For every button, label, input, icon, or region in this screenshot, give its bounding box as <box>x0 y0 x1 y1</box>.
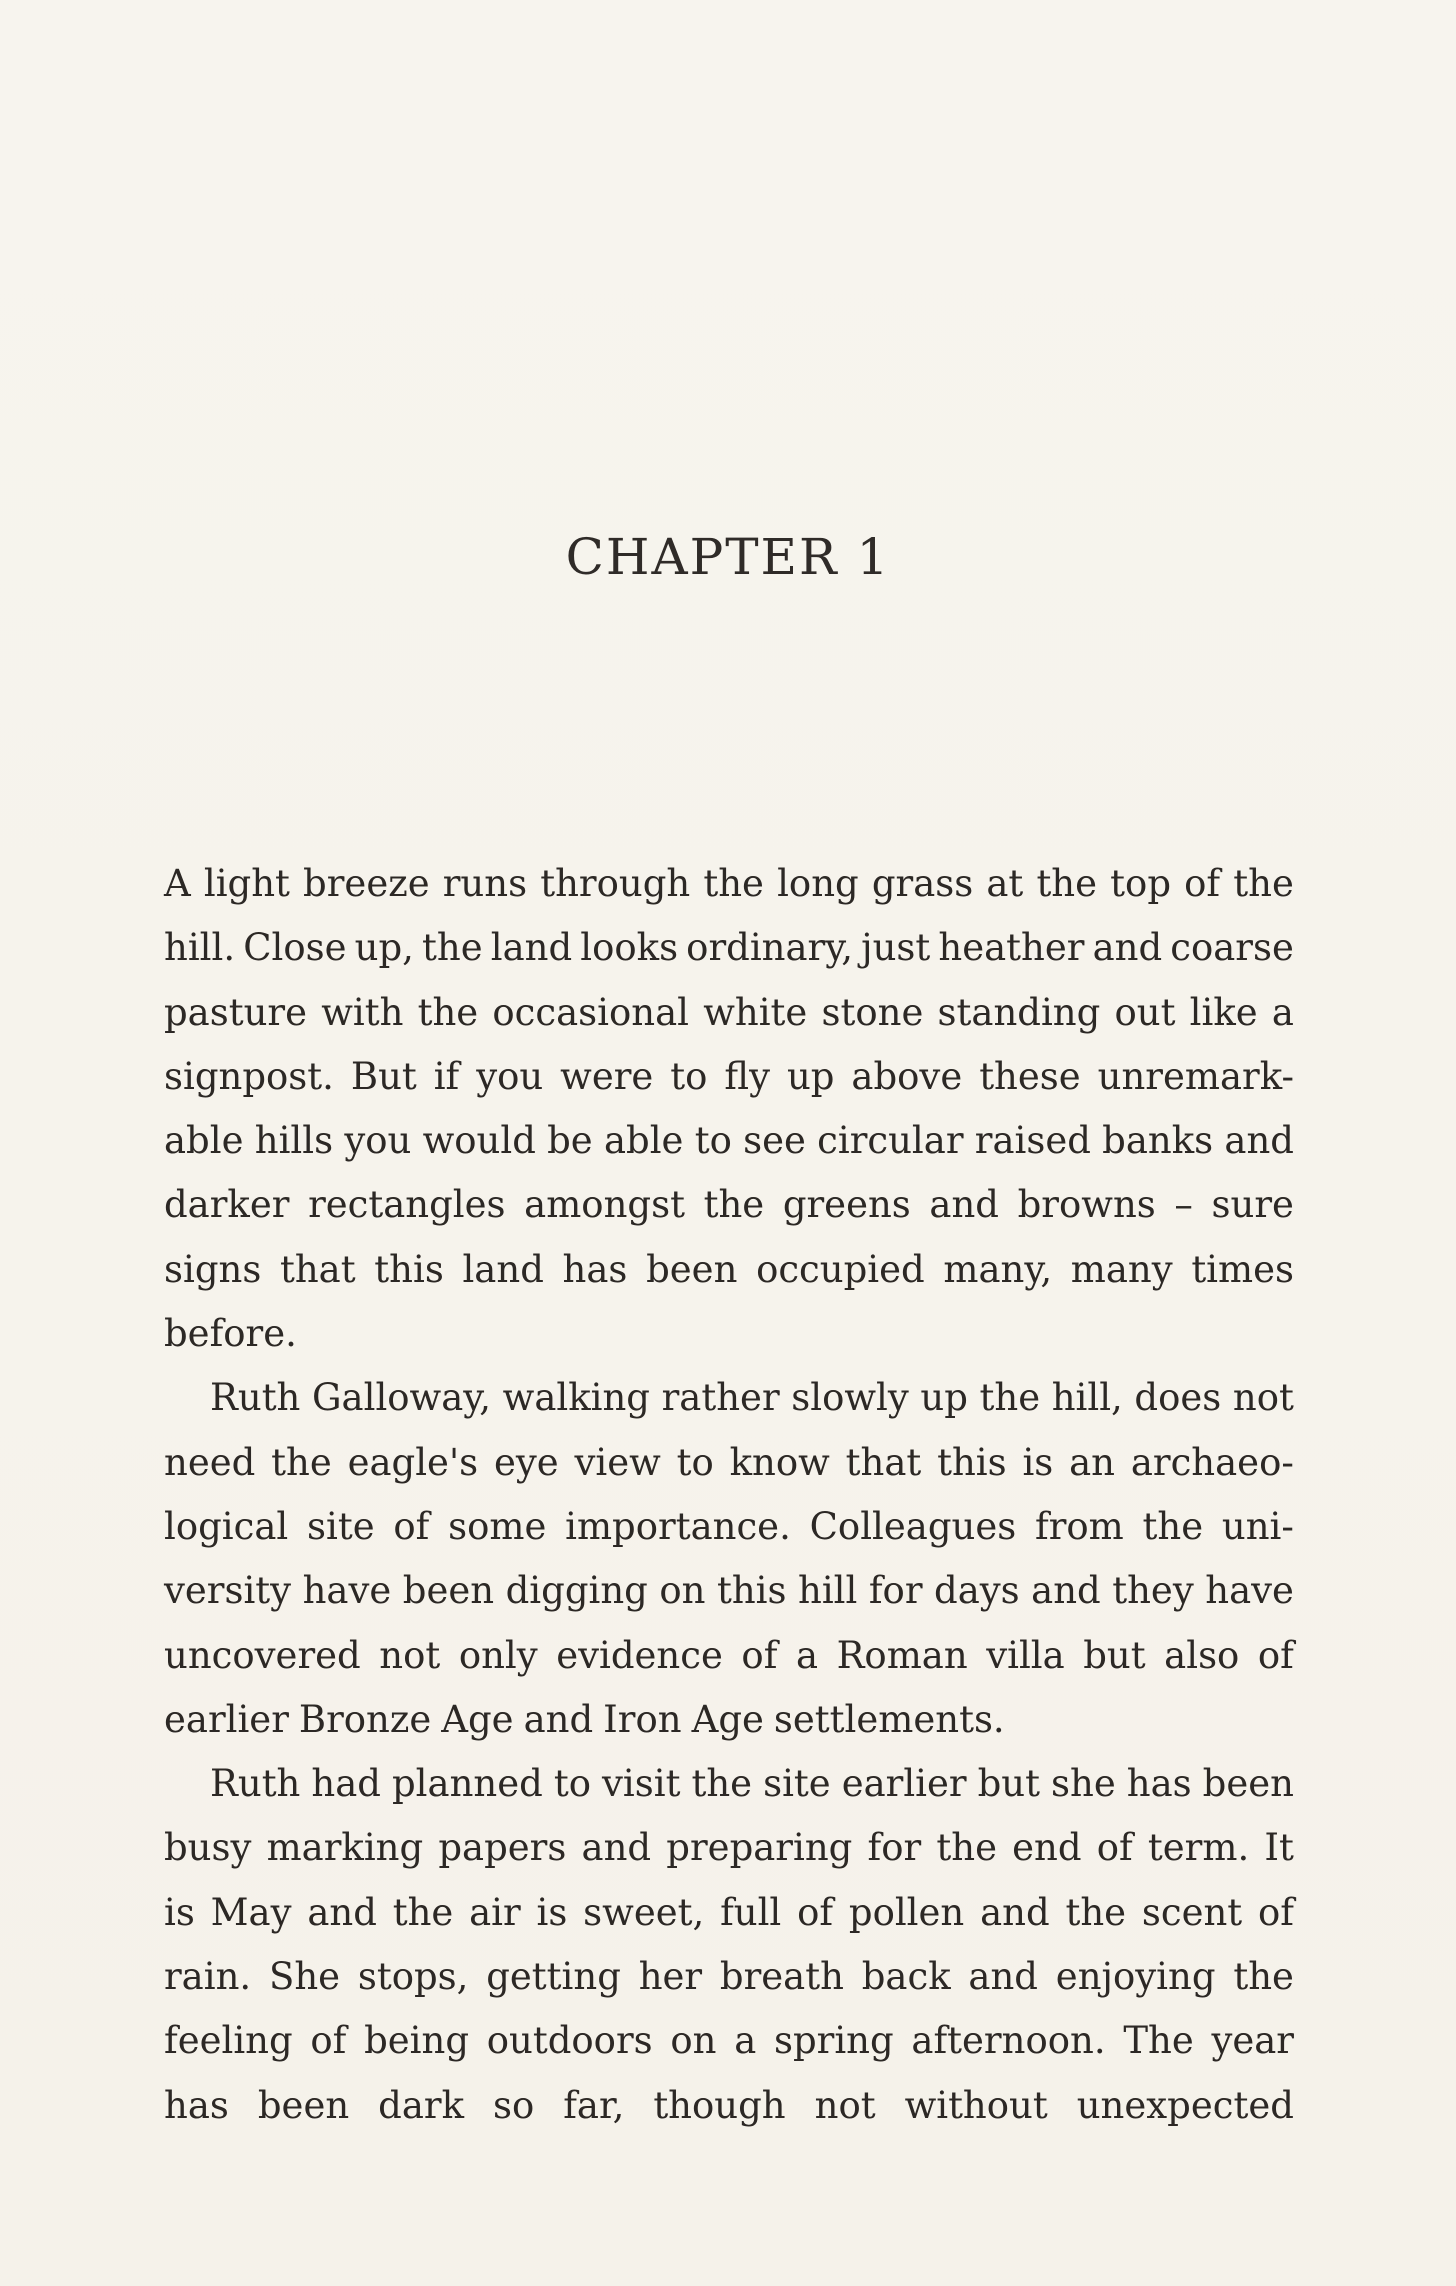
text-line: signpost. But if you were to fly up above these unremark- <box>164 1054 1294 1098</box>
text-line: logical site of some importance. Colleagues from the uni- <box>164 1504 1294 1548</box>
chapter-body-text <box>164 852 1294 2138</box>
text-line: Ruth had planned to visit the site earlier but she has been <box>210 1762 1294 1806</box>
text-line: able hills you would be able to see circular raised banks and <box>164 1119 1294 1163</box>
text-line: hill. Close up, the land looks ordinary, just heather and coarse <box>164 926 1294 970</box>
text-line: rain. She stops, getting her breath back and enjoying the <box>164 1955 1294 1999</box>
chapter-title: CHAPTER 1 <box>565 528 891 586</box>
text-line: is May and the air is sweet, full of pollen and the scent of <box>164 1890 1294 1934</box>
text-line: before. <box>164 1312 297 1356</box>
text-line: need the eagle's eye view to know that this is an archaeo- <box>164 1440 1294 1484</box>
text-line: feeling of being outdoors on a spring afternoon. The year <box>164 2019 1294 2063</box>
text-line: A light breeze runs through the long grass at the top of the <box>164 862 1294 905</box>
text-line: pasture with the occasional white stone standing out like a <box>164 990 1294 1034</box>
text-line: uncovered not only evidence of a Roman villa but also of <box>164 1633 1294 1677</box>
text-line: Ruth Galloway, walking rather slowly up the hill, does not <box>210 1376 1294 1420</box>
text-line: has been dark so far, though not without unexpected <box>164 2083 1294 2127</box>
text-line: signs that this land has been occupied many, many times <box>164 1247 1294 1291</box>
text-line: darker rectangles amongst the greens and browns – sure <box>164 1183 1294 1227</box>
text-line: earlier Bronze Age and Iron Age settlements. <box>164 1697 1005 1741</box>
text-line: versity have been digging on this hill for days and they have <box>164 1569 1294 1613</box>
text-line: busy marking papers and preparing for the end of term. It <box>164 1826 1294 1870</box>
